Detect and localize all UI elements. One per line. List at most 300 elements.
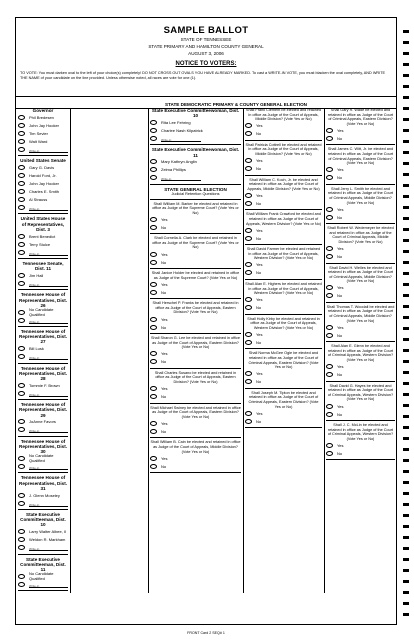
retention-question <box>150 440 241 473</box>
no-option[interactable] <box>326 371 395 379</box>
no-option[interactable] <box>245 234 322 242</box>
write-in-line[interactable]: Write-in <box>29 581 68 588</box>
divider <box>18 554 68 555</box>
question-text: Shall Jerry L. Smith be elected and retained in office as Judge of the Court of Criminal Appeals, Middle Division? (Vote Yes or No) <box>327 186 394 205</box>
write-in-line[interactable]: Write-in <box>29 353 68 360</box>
write-in-option[interactable] <box>18 580 68 588</box>
oval-marker[interactable] <box>18 197 25 202</box>
yes-option[interactable] <box>245 157 322 165</box>
timing-mark <box>403 338 409 341</box>
oval-marker[interactable] <box>18 173 25 178</box>
yes-option[interactable] <box>326 323 395 331</box>
no-option[interactable] <box>326 410 395 418</box>
timing-mark <box>403 569 409 572</box>
oval-marker[interactable] <box>18 242 25 247</box>
oval-marker[interactable] <box>326 293 333 298</box>
candidate-option[interactable] <box>18 308 68 316</box>
write-in-option[interactable] <box>150 174 241 182</box>
race-block <box>18 261 68 290</box>
no-option[interactable] <box>245 338 322 346</box>
option-label: Gary G. Davis <box>29 164 55 170</box>
oval-marker[interactable] <box>18 501 25 506</box>
write-in-line[interactable]: Write-in <box>29 426 68 433</box>
divider <box>326 459 395 460</box>
race-title: Governor <box>32 108 54 113</box>
option-label: Al Strauss <box>29 196 48 202</box>
oval-marker[interactable] <box>150 429 157 434</box>
oval-marker[interactable] <box>150 394 157 399</box>
candidate-option[interactable] <box>150 166 241 174</box>
oval-marker[interactable] <box>18 582 25 587</box>
option-label: No <box>337 175 343 181</box>
candidate-option[interactable] <box>150 158 241 166</box>
oval-marker[interactable] <box>150 217 157 222</box>
candidate-option[interactable] <box>18 572 68 580</box>
candidate-option[interactable] <box>18 454 68 462</box>
candidate-option[interactable] <box>18 163 68 171</box>
race-block <box>18 108 68 156</box>
candidate-option[interactable] <box>18 381 68 389</box>
oval-marker[interactable] <box>18 419 25 424</box>
retention-question <box>326 305 395 342</box>
oval-marker[interactable] <box>326 254 333 259</box>
option-label: Harold Ford, Jr. <box>29 172 57 178</box>
oval-marker[interactable] <box>18 545 25 550</box>
oval-marker[interactable] <box>18 383 25 388</box>
oval-marker[interactable] <box>18 139 25 144</box>
yes-option[interactable] <box>245 296 322 304</box>
retention-question <box>326 147 395 184</box>
oval-marker[interactable] <box>326 136 333 141</box>
timing-mark <box>403 558 409 561</box>
candidate-option[interactable] <box>18 113 68 121</box>
retention-question <box>326 226 395 263</box>
no-option[interactable] <box>150 358 241 366</box>
ballot-election: STATE PRIMARY AND HAMILTON COUNTY GENERAL <box>148 44 264 49</box>
yes-option[interactable] <box>150 350 241 358</box>
timing-mark <box>403 470 409 473</box>
option-label: No Candidate Qualified <box>29 307 54 318</box>
question-text: Shall William C. Koch, Jr. be elected and retained in office as Judge of the Court of Appeals, Middle Division? (Vote Yes or No) <box>247 177 320 191</box>
oval-marker[interactable] <box>150 421 157 426</box>
oval-marker[interactable] <box>18 250 25 255</box>
timing-mark <box>403 426 409 429</box>
oval-marker[interactable] <box>326 333 333 338</box>
candidate-option[interactable] <box>18 171 68 179</box>
oval-marker[interactable] <box>245 297 252 302</box>
option-label: Yes <box>256 262 263 268</box>
option-label: Yes <box>256 410 263 416</box>
oval-marker[interactable] <box>18 147 25 152</box>
write-in-option[interactable] <box>18 248 68 256</box>
write-in-line[interactable]: Write-in <box>29 544 68 551</box>
oval-marker[interactable] <box>18 354 25 359</box>
race-block <box>150 108 241 145</box>
option-label: Yes <box>337 206 344 212</box>
option-label: Tim Sevier <box>29 130 48 136</box>
candidate-option[interactable] <box>18 418 68 426</box>
no-option[interactable] <box>150 323 241 331</box>
candidate-option[interactable] <box>18 491 68 499</box>
candidate-option[interactable] <box>18 271 68 279</box>
oval-marker[interactable] <box>18 115 25 120</box>
option-label: No <box>256 235 262 241</box>
no-option[interactable] <box>326 331 395 339</box>
oval-marker[interactable] <box>18 205 25 210</box>
oval-marker[interactable] <box>18 165 25 170</box>
timing-mark <box>403 184 409 187</box>
column-divider <box>70 108 71 593</box>
oval-marker[interactable] <box>150 252 157 257</box>
timing-mark <box>403 448 409 451</box>
oval-marker[interactable] <box>18 310 25 315</box>
option-label: Yes <box>337 285 344 291</box>
write-in-line[interactable]: Write-in <box>29 317 68 324</box>
oval-marker[interactable] <box>18 574 25 579</box>
ballot-date: AUGUST 3, 2006 <box>188 51 224 56</box>
candidate-option[interactable] <box>18 240 68 248</box>
no-option[interactable] <box>150 258 241 266</box>
yes-option[interactable] <box>326 363 395 371</box>
no-option[interactable] <box>245 130 322 138</box>
candidate-option[interactable] <box>150 118 241 126</box>
oval-marker[interactable] <box>245 262 252 267</box>
oval-marker[interactable] <box>150 260 157 265</box>
option-label: Yes <box>161 420 168 426</box>
timing-mark <box>403 173 409 176</box>
yes-option[interactable] <box>245 261 322 269</box>
question-text: Shall Sharon G. Lee be elected and retained in office as Judge of the Court of Appeals, Eastern Division? (Vote Yes or No) <box>150 336 240 350</box>
yes-option[interactable] <box>245 122 322 130</box>
no-option[interactable] <box>326 292 395 300</box>
oval-marker[interactable] <box>326 167 333 172</box>
race-block <box>18 216 68 259</box>
yes-option[interactable] <box>150 250 241 258</box>
oval-marker[interactable] <box>150 167 157 172</box>
retention-question <box>245 247 322 280</box>
divider <box>18 213 68 214</box>
yes-option[interactable] <box>150 215 241 223</box>
timing-mark <box>403 239 409 242</box>
no-option[interactable] <box>326 449 395 457</box>
divider <box>18 155 68 156</box>
yes-option[interactable] <box>326 205 395 213</box>
race-title: State Executive Committeeman, Dist. 10 <box>20 512 66 528</box>
oval-marker[interactable] <box>18 318 25 323</box>
oval-marker[interactable] <box>245 411 252 416</box>
timing-mark <box>403 52 409 55</box>
write-in-option[interactable] <box>18 316 68 324</box>
option-label: Yes <box>161 251 168 257</box>
oval-marker[interactable] <box>245 419 252 424</box>
option-label: No <box>256 339 262 345</box>
question-text: Shall David H. Welles be elected and retained in office as Judge of the Court of Criminal Appeals, Middle Division? (Vote Yes or No) <box>327 265 394 284</box>
oval-marker[interactable] <box>18 189 25 194</box>
oval-marker[interactable] <box>150 359 157 364</box>
write-in-option[interactable] <box>18 203 68 211</box>
no-option[interactable] <box>245 269 322 277</box>
oval-marker[interactable] <box>245 201 252 206</box>
oval-marker[interactable] <box>18 427 25 432</box>
no-option[interactable] <box>245 378 322 386</box>
divider <box>150 184 241 185</box>
oval-marker[interactable] <box>150 317 157 322</box>
oval-marker[interactable] <box>18 537 25 542</box>
race-title: State Executive Committeewoman, Dist. 11 <box>151 147 240 158</box>
option-label: No <box>256 379 262 385</box>
no-option[interactable] <box>150 462 241 470</box>
oval-marker[interactable] <box>326 443 333 448</box>
timing-mark <box>403 118 409 121</box>
write-in-option[interactable] <box>18 353 68 361</box>
divider <box>245 244 322 245</box>
oval-marker[interactable] <box>326 372 333 377</box>
divider <box>326 184 395 185</box>
oval-marker[interactable] <box>150 386 157 391</box>
divider <box>18 509 68 510</box>
column-divider <box>243 108 244 593</box>
oval-marker[interactable] <box>245 158 252 163</box>
oval-marker[interactable] <box>245 236 252 241</box>
oval-marker[interactable] <box>150 136 157 141</box>
write-in-line[interactable]: Write-in <box>29 249 68 256</box>
oval-marker[interactable] <box>245 371 252 376</box>
write-in-option[interactable] <box>150 134 241 142</box>
race-subtitle: Judicial Retention Questions <box>171 192 220 197</box>
option-label: Yes <box>337 364 344 370</box>
oval-marker[interactable] <box>18 391 25 396</box>
oval-marker[interactable] <box>18 131 25 136</box>
no-option[interactable] <box>150 223 241 231</box>
yes-option[interactable] <box>245 226 322 234</box>
divider <box>15 96 397 97</box>
yes-option[interactable] <box>326 441 395 449</box>
no-option[interactable] <box>326 253 395 261</box>
question-text: Shall Gary R. Wade be elected and retained in office as Judge of the Court of Criminal Appeals, Eastern Division? (Vote Yes or No) <box>327 108 394 126</box>
no-option[interactable] <box>150 427 241 435</box>
oval-marker[interactable] <box>150 225 157 230</box>
write-in-option[interactable] <box>18 145 68 153</box>
yes-option[interactable] <box>245 409 322 417</box>
write-in-option[interactable] <box>18 499 68 507</box>
retention-question <box>245 212 322 245</box>
write-in-line[interactable]: Write-in <box>29 463 68 470</box>
oval-marker[interactable] <box>245 123 252 128</box>
timing-mark <box>403 580 409 583</box>
oval-marker[interactable] <box>18 281 25 286</box>
oval-marker[interactable] <box>18 456 25 461</box>
column-4 <box>326 108 395 462</box>
candidate-option[interactable] <box>18 137 68 145</box>
oval-marker[interactable] <box>150 325 157 330</box>
write-in-line[interactable]: Write-in <box>161 135 201 142</box>
write-in-option[interactable] <box>18 279 68 287</box>
divider <box>150 472 241 473</box>
yes-option[interactable] <box>326 284 395 292</box>
option-label: No <box>161 359 167 365</box>
oval-marker[interactable] <box>326 325 333 330</box>
candidate-option[interactable] <box>18 232 68 240</box>
oval-marker[interactable] <box>326 128 333 133</box>
yes-option[interactable] <box>150 280 241 288</box>
retention-question <box>245 351 322 388</box>
yes-option[interactable] <box>150 315 241 323</box>
oval-marker[interactable] <box>326 285 333 290</box>
option-label: No <box>256 200 262 206</box>
oval-marker[interactable] <box>245 228 252 233</box>
no-option[interactable] <box>245 304 322 312</box>
timing-mark <box>403 272 409 275</box>
yes-option[interactable] <box>245 370 322 378</box>
candidate-option[interactable] <box>18 345 68 353</box>
oval-marker[interactable] <box>150 175 157 180</box>
oval-marker[interactable] <box>18 493 25 498</box>
question-text: Shall Janice Holder be elected and retained in office as Judge of the Supreme Court? (Vote Yes or No) <box>151 271 240 280</box>
no-option[interactable] <box>326 134 395 142</box>
yes-option[interactable] <box>326 126 395 134</box>
no-option[interactable] <box>245 417 322 425</box>
divider <box>245 175 322 176</box>
candidate-option[interactable] <box>18 195 68 203</box>
option-label: Brent Benedict <box>29 233 56 239</box>
oval-marker[interactable] <box>150 290 157 295</box>
oval-marker[interactable] <box>150 120 157 125</box>
candidate-option[interactable] <box>18 179 68 187</box>
yes-option[interactable] <box>326 402 395 410</box>
yes-option[interactable] <box>245 191 322 199</box>
oval-marker[interactable] <box>245 166 252 171</box>
timing-mark <box>403 492 409 495</box>
write-in-line[interactable]: Write-in <box>29 500 68 507</box>
option-label: Yes <box>161 351 168 357</box>
retention-question <box>326 266 395 303</box>
oval-marker[interactable] <box>150 464 157 469</box>
oval-marker[interactable] <box>245 193 252 198</box>
oval-marker[interactable] <box>326 412 333 417</box>
column-divider <box>148 108 149 593</box>
race-title: United States House of Representatives, Dist. 3 <box>20 216 66 232</box>
oval-marker[interactable] <box>245 131 252 136</box>
option-label: No <box>337 135 343 141</box>
oval-marker[interactable] <box>326 451 333 456</box>
write-in-option[interactable] <box>18 462 68 470</box>
oval-marker[interactable] <box>326 175 333 180</box>
timing-mark <box>403 96 409 99</box>
no-option[interactable] <box>245 199 322 207</box>
yes-option[interactable] <box>150 385 241 393</box>
oval-marker[interactable] <box>245 340 252 345</box>
race-title: Tennessee House of Representatives, Dist. 27 <box>19 329 67 345</box>
write-in-option[interactable] <box>18 426 68 434</box>
write-in-line[interactable]: Write-in <box>29 146 68 153</box>
oval-marker[interactable] <box>150 456 157 461</box>
question-text: Shall Herschel P. Franks be elected and retained in office as Judge of the Court of Appeals, Eastern Division? (Vote Yes or No) <box>152 301 239 315</box>
oval-marker[interactable] <box>18 273 25 278</box>
candidate-option[interactable] <box>18 528 68 536</box>
oval-marker[interactable] <box>326 404 333 409</box>
oval-marker[interactable] <box>326 364 333 369</box>
question-text: Shall David G. Hayes be elected and retained in office as Judge of the Court of Criminal Appeals, Western Division? (Vote Yes or No) <box>327 383 394 402</box>
timing-mark <box>403 349 409 352</box>
notice-heading: NOTICE TO VOTERS: <box>175 61 237 67</box>
timing-mark <box>403 316 409 319</box>
timing-mark <box>403 547 409 550</box>
timing-mark <box>403 217 409 220</box>
write-in-option[interactable] <box>18 544 68 552</box>
oval-marker[interactable] <box>18 234 25 239</box>
option-label: Rita Lee Fehring <box>161 119 191 125</box>
write-in-line[interactable]: Write-in <box>29 280 68 287</box>
oval-marker[interactable] <box>326 246 333 251</box>
write-in-line[interactable]: Write-in <box>29 204 68 211</box>
race-title: Tennessee House of Representatives, Dist. 29 <box>19 402 67 418</box>
no-option[interactable] <box>150 393 241 401</box>
option-label: No <box>337 293 343 299</box>
option-label: Yes <box>161 455 168 461</box>
oval-marker[interactable] <box>18 181 25 186</box>
oval-marker[interactable] <box>18 123 25 128</box>
oval-marker[interactable] <box>18 464 25 469</box>
option-label: No <box>161 463 167 469</box>
oval-marker[interactable] <box>150 351 157 356</box>
yes-option[interactable] <box>326 166 395 174</box>
candidate-option[interactable] <box>18 187 68 195</box>
option-label: Yes <box>256 331 263 337</box>
timing-mark <box>403 140 409 143</box>
divider <box>18 363 68 364</box>
option-label: No <box>256 270 262 276</box>
no-option[interactable] <box>245 165 322 173</box>
oval-marker[interactable] <box>245 270 252 275</box>
candidate-option[interactable] <box>18 121 68 129</box>
no-option[interactable] <box>326 174 395 182</box>
option-label: Yes <box>256 297 263 303</box>
candidate-option[interactable] <box>150 126 241 134</box>
yes-option[interactable] <box>245 330 322 338</box>
oval-marker[interactable] <box>150 128 157 133</box>
oval-marker[interactable] <box>245 379 252 384</box>
race-block <box>18 158 68 214</box>
candidate-option[interactable] <box>18 129 68 137</box>
write-in-line[interactable]: Write-in <box>29 390 68 397</box>
oval-marker[interactable] <box>150 282 157 287</box>
question-text: Shall Frank Clement be elected and retained in office as Judge of the Court of Appeals, Middle Division? (Vote Yes or No) <box>245 108 322 122</box>
oval-marker[interactable] <box>245 332 252 337</box>
yes-option[interactable] <box>326 245 395 253</box>
race-title: Tennessee House of Representatives, Dist. 26 <box>19 292 67 308</box>
yes-option[interactable] <box>150 419 241 427</box>
oval-marker[interactable] <box>150 159 157 164</box>
oval-marker[interactable] <box>326 207 333 212</box>
divider <box>150 233 241 234</box>
write-in-option[interactable] <box>18 389 68 397</box>
oval-marker[interactable] <box>18 529 25 534</box>
section-title: STATE DEMOCRATIC PRIMARY & COUNTY GENERAL ELECTION <box>165 102 307 107</box>
race-block <box>18 512 68 555</box>
column-divider <box>324 108 325 593</box>
oval-marker[interactable] <box>18 346 25 351</box>
divider <box>150 144 241 145</box>
no-option[interactable] <box>150 288 241 296</box>
question-text: Shall J. C. McLin be elected and retained in office as Judge of the Court of Criminal Appeals, Western Division? (Vote Yes or No) <box>327 423 394 441</box>
candidate-option[interactable] <box>18 536 68 544</box>
timing-mark <box>403 85 409 88</box>
write-in-line[interactable]: Write-in <box>161 174 201 181</box>
yes-option[interactable] <box>150 454 241 462</box>
oval-marker[interactable] <box>326 215 333 220</box>
oval-marker[interactable] <box>245 305 252 310</box>
no-option[interactable] <box>326 213 395 221</box>
